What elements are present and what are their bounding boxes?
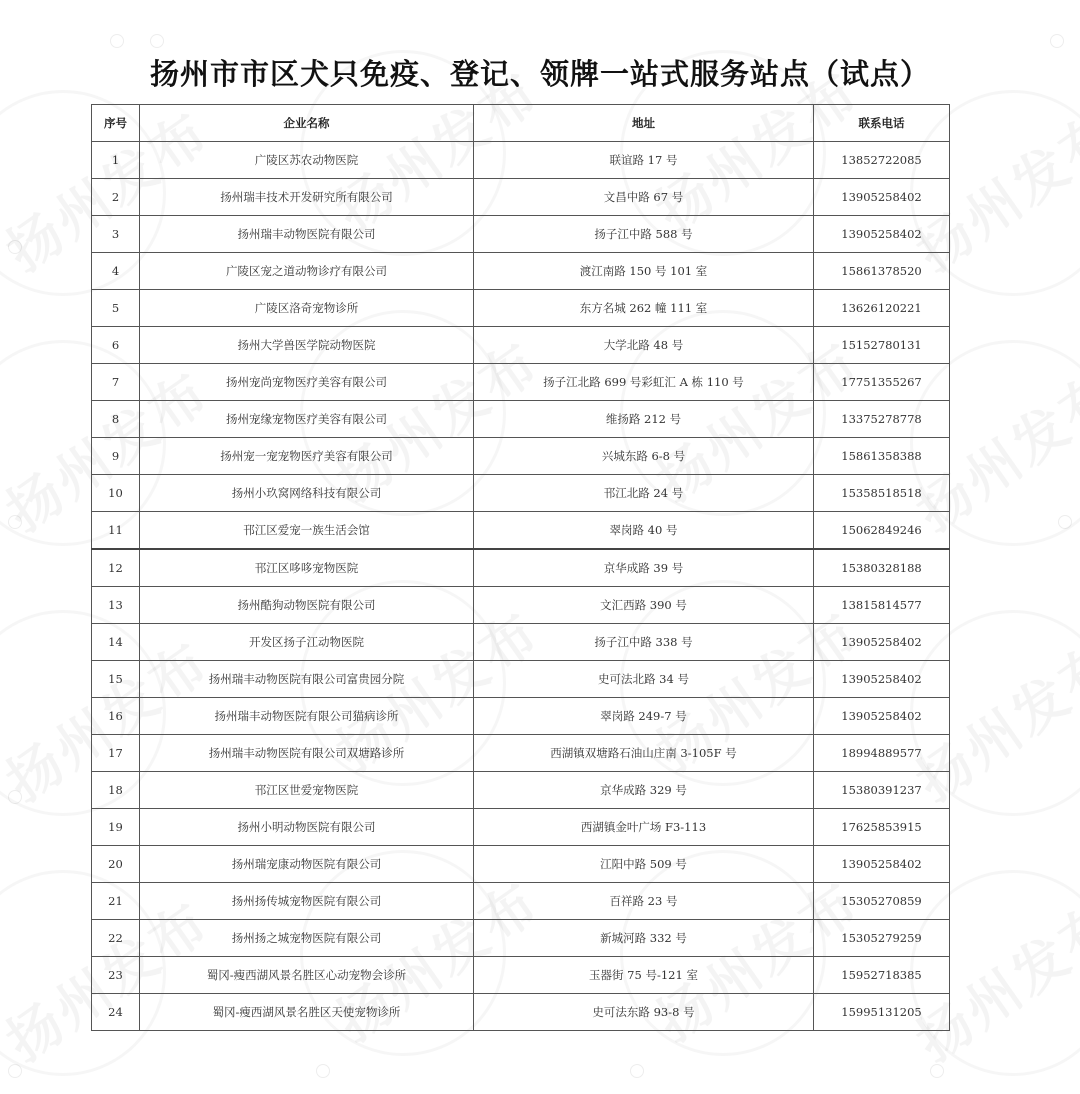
cell-phone: 17625853915 [814, 809, 950, 846]
cell-index: 16 [92, 698, 140, 735]
cell-address: 西湖镇金叶广场 F3-113 [474, 809, 814, 846]
cell-index: 5 [92, 290, 140, 327]
cell-company-name: 邗江区世爱宠物医院 [140, 772, 474, 809]
cell-company-name: 广陵区洛奇宠物诊所 [140, 290, 474, 327]
decor-dot [1050, 34, 1064, 48]
cell-company-name: 蜀冈-瘦西湖风景名胜区天使宠物诊所 [140, 994, 474, 1031]
cell-address: 京华成路 329 号 [474, 772, 814, 809]
cell-phone: 15358518518 [814, 475, 950, 512]
cell-company-name: 扬州瑞宠康动物医院有限公司 [140, 846, 474, 883]
service-station-table [91, 104, 950, 1031]
decor-dot [8, 240, 22, 254]
cell-address: 扬子江中路 588 号 [474, 216, 814, 253]
decor-dot [8, 1064, 22, 1078]
cell-phone: 15305279259 [814, 920, 950, 957]
table-row [92, 401, 950, 438]
cell-phone: 13905258402 [814, 216, 950, 253]
cell-company-name: 扬州小明动物医院有限公司 [140, 809, 474, 846]
cell-address: 翠岗路 249-7 号 [474, 698, 814, 735]
cell-index: 1 [92, 142, 140, 179]
cell-company-name: 扬州小玖窝网络科技有限公司 [140, 475, 474, 512]
cell-company-name: 扬州瑞丰动物医院有限公司富贵园分院 [140, 661, 474, 698]
decor-dot [930, 1064, 944, 1078]
cell-address: 大学北路 48 号 [474, 327, 814, 364]
table-row [92, 698, 950, 735]
table-row [92, 994, 950, 1031]
cell-index: 19 [92, 809, 140, 846]
cell-address: 史可法东路 93-8 号 [474, 994, 814, 1031]
table-row [92, 587, 950, 624]
cell-phone: 15380391237 [814, 772, 950, 809]
cell-company-name: 扬州扬传城宠物医院有限公司 [140, 883, 474, 920]
cell-phone: 13815814577 [814, 587, 950, 624]
table-row [92, 809, 950, 846]
table-row [92, 661, 950, 698]
cell-company-name: 扬州大学兽医学院动物医院 [140, 327, 474, 364]
cell-company-name: 扬州宠尚宠物医疗美容有限公司 [140, 364, 474, 401]
cell-phone: 13905258402 [814, 624, 950, 661]
cell-phone: 13905258402 [814, 661, 950, 698]
cell-index: 24 [92, 994, 140, 1031]
cell-address: 翠岗路 40 号 [474, 512, 814, 550]
cell-index: 17 [92, 735, 140, 772]
cell-phone: 13905258402 [814, 846, 950, 883]
cell-address: 东方名城 262 幢 111 室 [474, 290, 814, 327]
cell-company-name: 扬州宠一宠宠物医疗美容有限公司 [140, 438, 474, 475]
cell-company-name: 广陵区宠之道动物诊疗有限公司 [140, 253, 474, 290]
header-index: 序号 [92, 105, 140, 142]
cell-index: 21 [92, 883, 140, 920]
cell-phone: 13905258402 [814, 698, 950, 735]
cell-index: 6 [92, 327, 140, 364]
cell-index: 2 [92, 179, 140, 216]
cell-index: 13 [92, 587, 140, 624]
cell-index: 8 [92, 401, 140, 438]
cell-phone: 15995131205 [814, 994, 950, 1031]
cell-index: 12 [92, 549, 140, 587]
cell-address: 西湖镇双塘路石油山庄南 3-105F 号 [474, 735, 814, 772]
table-row [92, 883, 950, 920]
cell-address: 文昌中路 67 号 [474, 179, 814, 216]
table-row [92, 438, 950, 475]
table-row [92, 512, 950, 550]
table-row [92, 735, 950, 772]
decor-dot [1058, 515, 1072, 529]
cell-address: 百祥路 23 号 [474, 883, 814, 920]
cell-company-name: 广陵区苏农动物医院 [140, 142, 474, 179]
cell-address: 江阳中路 509 号 [474, 846, 814, 883]
decor-dot [110, 34, 124, 48]
header-company-name: 企业名称 [140, 105, 474, 142]
cell-phone: 15152780131 [814, 327, 950, 364]
cell-phone: 13375278778 [814, 401, 950, 438]
cell-company-name: 邗江区爱宠一族生活会馆 [140, 512, 474, 550]
table-row [92, 290, 950, 327]
cell-index: 4 [92, 253, 140, 290]
cell-index: 11 [92, 512, 140, 550]
table-row [92, 920, 950, 957]
cell-index: 15 [92, 661, 140, 698]
header-address: 地址 [474, 105, 814, 142]
decor-dot [8, 790, 22, 804]
page-title: 扬州市市区犬只免疫、登记、领牌一站式服务站点（试点） [149, 57, 930, 91]
cell-address: 史可法北路 34 号 [474, 661, 814, 698]
cell-index: 7 [92, 364, 140, 401]
cell-address: 扬子江北路 699 号彩虹汇 A 栋 110 号 [474, 364, 814, 401]
cell-index: 10 [92, 475, 140, 512]
cell-phone: 15305270859 [814, 883, 950, 920]
cell-index: 20 [92, 846, 140, 883]
cell-address: 维扬路 212 号 [474, 401, 814, 438]
table-row [92, 364, 950, 401]
table-row [92, 772, 950, 809]
cell-company-name: 扬州瑞丰动物医院有限公司 [140, 216, 474, 253]
header-phone: 联系电话 [814, 105, 950, 142]
cell-company-name: 扬州瑞丰动物医院有限公司双塘路诊所 [140, 735, 474, 772]
cell-company-name: 扬州瑞丰技术开发研究所有限公司 [140, 179, 474, 216]
cell-company-name: 蜀冈-瘦西湖风景名胜区心动宠物会诊所 [140, 957, 474, 994]
cell-phone: 18994889577 [814, 735, 950, 772]
cell-address: 邗江北路 24 号 [474, 475, 814, 512]
table-row [92, 475, 950, 512]
cell-phone: 13626120221 [814, 290, 950, 327]
decor-dot [630, 1064, 644, 1078]
cell-company-name: 扬州瑞丰动物医院有限公司猫病诊所 [140, 698, 474, 735]
cell-company-name: 邗江区哆哆宠物医院 [140, 549, 474, 587]
cell-company-name: 扬州宠缘宠物医疗美容有限公司 [140, 401, 474, 438]
cell-address: 扬子江中路 338 号 [474, 624, 814, 661]
table-row [92, 253, 950, 290]
cell-index: 18 [92, 772, 140, 809]
cell-phone: 15861378520 [814, 253, 950, 290]
cell-phone: 13905258402 [814, 179, 950, 216]
cell-index: 3 [92, 216, 140, 253]
decor-dot [316, 1064, 330, 1078]
table-row [92, 179, 950, 216]
cell-company-name: 开发区扬子江动物医院 [140, 624, 474, 661]
cell-phone: 15380328188 [814, 549, 950, 587]
cell-phone: 17751355267 [814, 364, 950, 401]
cell-address: 京华成路 39 号 [474, 549, 814, 587]
table-row [92, 846, 950, 883]
cell-company-name: 扬州扬之城宠物医院有限公司 [140, 920, 474, 957]
cell-index: 14 [92, 624, 140, 661]
cell-index: 9 [92, 438, 140, 475]
table-row [92, 624, 950, 661]
cell-address: 兴城东路 6-8 号 [474, 438, 814, 475]
table-row [92, 142, 950, 179]
table-row [92, 216, 950, 253]
table-header-row [92, 105, 950, 142]
cell-index: 22 [92, 920, 140, 957]
cell-address: 新城河路 332 号 [474, 920, 814, 957]
cell-phone: 15062849246 [814, 512, 950, 550]
cell-address: 文汇西路 390 号 [474, 587, 814, 624]
table-row [92, 957, 950, 994]
decor-dot [8, 515, 22, 529]
table-row [92, 549, 950, 587]
cell-address: 玉器街 75 号-121 室 [474, 957, 814, 994]
decor-dot [150, 34, 164, 48]
cell-company-name: 扬州酷狗动物医院有限公司 [140, 587, 474, 624]
cell-address: 联谊路 17 号 [474, 142, 814, 179]
cell-phone: 15861358388 [814, 438, 950, 475]
cell-phone: 15952718385 [814, 957, 950, 994]
cell-address: 渡江南路 150 号 101 室 [474, 253, 814, 290]
table-row [92, 327, 950, 364]
cell-index: 23 [92, 957, 140, 994]
cell-phone: 13852722085 [814, 142, 950, 179]
